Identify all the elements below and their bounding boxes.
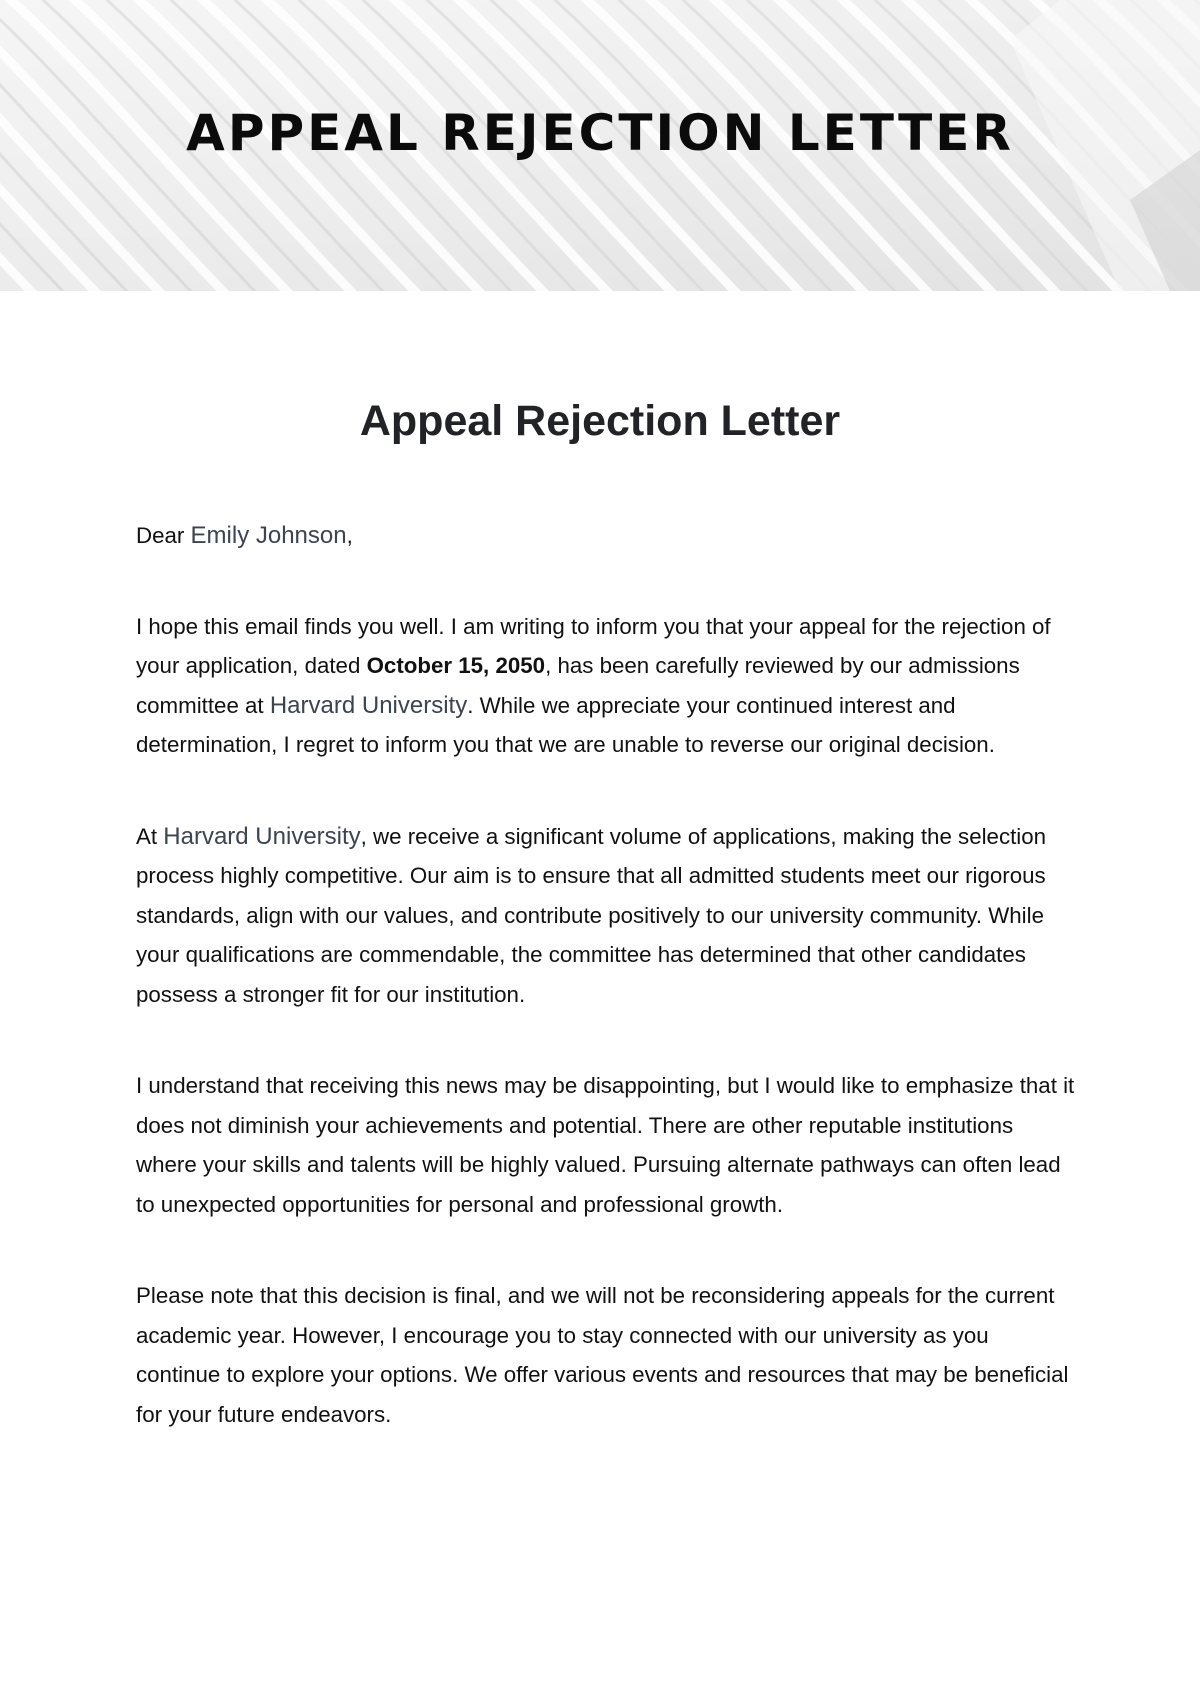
paragraph-3: I understand that receiving this news may be disappointing, but I would like to emphasize that it does not diminish your achievements and potential. There are other reputable institutions where your skills and talents will be highly valued. Pursuing alternate pathways can often lead to unexpected opportunities for personal and professional growth.	[136, 1073, 1075, 1217]
banner-title: APPEAL REJECTION LETTER	[186, 104, 1014, 162]
paragraph-2-text-a: At	[136, 823, 158, 849]
paragraph-4: Please note that this decision is final, and we will not be reconsidering appeals for the current academic year. However, I encourage you to stay connected with our university as you continue to explore your options. We offer various events and resources that may be beneficial for your future endeavors.	[136, 1283, 1069, 1427]
paragraph-1-text-c: . While we appreciate your continued interest and determination, I regret to inform you that we are unable to reverse our original decision.	[136, 692, 995, 757]
paragraph-1	[136, 607, 1076, 765]
application-date: October 15, 2050	[366, 653, 546, 678]
salutation	[136, 516, 1076, 556]
university-name: Harvard University	[163, 822, 361, 850]
paragraph-1-text-b: , has been carefully reviewed by our admissions committee at	[136, 653, 1020, 718]
salutation-prefix: Dear	[136, 523, 185, 548]
paragraph-1-text-a: I hope this email finds you well. I am writing to inform you that your appeal for the rejection of your application, dated	[136, 613, 1051, 678]
university-name: Harvard University	[269, 691, 468, 719]
paragraph-2	[136, 817, 1076, 1015]
paragraph-2-text-b: , we receive a significant volume of applications, making the selection process highly competitive. Our aim is to ensure that all admitted students meet our rigorous standards, align with our values, and contribute positively to our university community. While your qualifications are commendable, the committee has determined that other candidates possess a stronger fit for our institution.	[136, 823, 1047, 1007]
document-title: Appeal Rejection Letter	[359, 397, 841, 445]
header-banner	[0, 0, 1200, 291]
recipient-name: Emily Johnson	[190, 522, 347, 549]
letter-body	[136, 516, 1076, 1486]
salutation-suffix: ,	[346, 523, 353, 548]
